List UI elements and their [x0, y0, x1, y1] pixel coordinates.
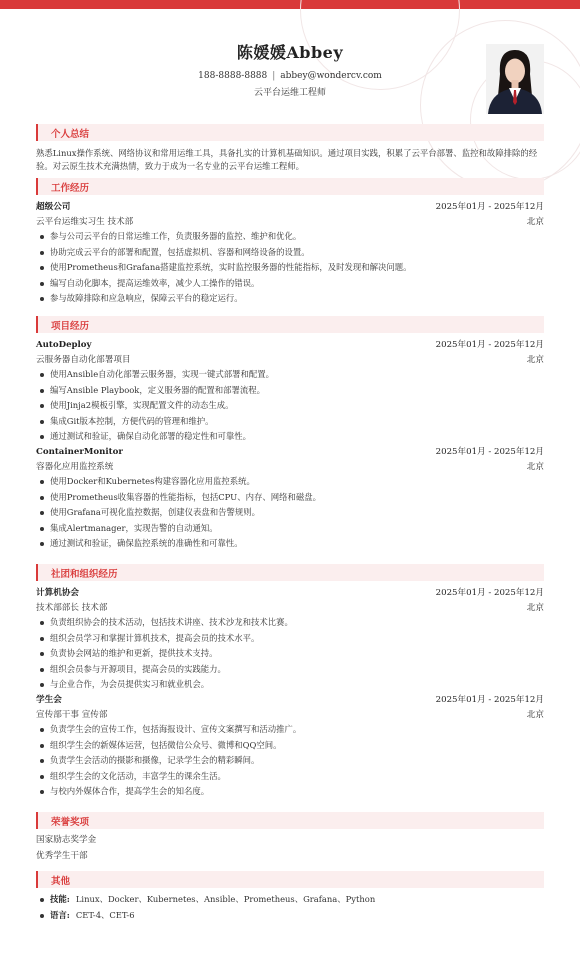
top-accent-bar	[0, 0, 580, 9]
entry-role: 云平台运维实习生 技术部	[36, 217, 134, 227]
bullet-list	[36, 229, 544, 307]
skills-item	[36, 892, 544, 908]
section-header	[36, 871, 544, 888]
section-header	[36, 812, 544, 829]
list-item: 组织会员学习和掌握计算机技术，提高会员的技术水平。	[36, 631, 544, 647]
list-item: 使用Docker和Kubernetes构建容器化应用监控系统。	[36, 474, 544, 490]
entry-header	[36, 446, 544, 458]
entry-header	[36, 201, 544, 213]
section-accent	[36, 812, 38, 829]
entry-subheader	[36, 461, 544, 473]
list-item: 负责组织协会的技术活动，包括技术讲座、技术沙龙和技术比赛。	[36, 615, 544, 631]
languages-item	[36, 908, 544, 924]
list-item: 集成Alertmanager，实现告警的自动通知。	[36, 521, 544, 537]
bullet-list	[36, 367, 544, 445]
list-item: 与企业合作，为会员提供实习和就业机会。	[36, 677, 544, 693]
profile-photo	[486, 44, 544, 114]
other-list	[36, 892, 544, 923]
contact-separator: |	[272, 71, 276, 81]
project-entry	[36, 446, 544, 552]
bullet-list	[36, 722, 544, 800]
list-item: 编写Ansible Playbook，定义服务器的配置和部署流程。	[36, 383, 544, 399]
project-name: AutoDeploy	[36, 340, 92, 350]
skills-label: 技能:	[50, 894, 70, 904]
email-address: abbey@wondercv.com	[280, 71, 382, 81]
bullet-list	[36, 615, 544, 693]
list-item: 负责学生会的宣传工作，包括海报设计、宣传文案撰写和活动推广。	[36, 722, 544, 738]
entry-subheader	[36, 602, 544, 614]
honor-item: 优秀学生干部	[36, 851, 88, 861]
section-header	[36, 564, 544, 581]
skills-value: Linux、Docker、Kubernetes、Ansible、Prometheus、Grafana、Python	[75, 894, 376, 904]
section-header	[36, 124, 544, 141]
entry-location: 北京	[526, 461, 544, 472]
entry-location: 北京	[526, 355, 544, 365]
section-title-honors: 荣誉奖项	[51, 816, 90, 828]
entry-role: 技术部部长 技术部	[36, 603, 108, 613]
section-title-work: 工作经历	[51, 182, 90, 194]
section-accent	[36, 124, 38, 141]
club-entry	[36, 694, 544, 800]
entry-date: 2025年01月 - 2025年12月	[435, 202, 544, 212]
club-entry	[36, 587, 544, 693]
entry-subheader	[36, 354, 544, 366]
entry-date: 2025年01月 - 2025年12月	[435, 694, 544, 705]
list-item: 组织学生会的新媒体运营，包括微信公众号、微博和QQ空间。	[36, 738, 544, 754]
work-section	[36, 178, 544, 307]
list-item: 参与故障排除和应急响应，保障云平台的稳定运行。	[36, 291, 544, 307]
honor-item: 国家励志奖学金	[36, 835, 97, 845]
entry-header	[36, 587, 544, 599]
entry-header	[36, 339, 544, 351]
list-item: 组织学生会的文化活动，丰富学生的课余生活。	[36, 769, 544, 785]
projects-section	[36, 316, 544, 552]
section-accent	[36, 564, 38, 581]
club-name: 计算机协会	[36, 588, 79, 598]
section-accent	[36, 178, 38, 195]
list-item: 使用Grafana可视化监控数据，创建仪表盘和告警规则。	[36, 505, 544, 521]
entry-role: 云服务器自动化部署项目	[36, 355, 131, 365]
entry-location: 北京	[526, 603, 544, 613]
honors-list	[36, 832, 544, 864]
other-section	[36, 871, 544, 923]
summary-text: 熟悉Linux操作系统、网络协议和常用运维工具，具备扎实的计算机基础知识。通过项目实践，积累了云平台部署、监控和故障排除的经验。对云原生技术充满热情，致力于成为一名专业的云平台运维工程师。	[36, 148, 538, 171]
honors-section	[36, 812, 544, 864]
entry-date: 2025年01月 - 2025年12月	[435, 340, 544, 350]
job-title: 云平台运维工程师	[253, 88, 326, 98]
bullet-list	[36, 474, 544, 552]
entry-subheader	[36, 216, 544, 228]
list-item: 参与公司云平台的日常运维工作，负责服务器的监控、维护和优化。	[36, 229, 544, 245]
list-item: 使用Jinja2模板引擎，实现配置文件的动态生成。	[36, 398, 544, 414]
list-item: 编写自动化脚本，提高运维效率，减少人工操作的错误。	[36, 276, 544, 292]
list-item: 与校内外媒体合作，提高学生会的知名度。	[36, 784, 544, 800]
work-entry	[36, 201, 544, 307]
section-header	[36, 178, 544, 195]
entry-location: 北京	[526, 709, 544, 720]
project-entry	[36, 339, 544, 445]
list-item: 通过测试和验证，确保自动化部署的稳定性和可靠性。	[36, 429, 544, 445]
entry-date: 2025年01月 - 2025年12月	[435, 588, 544, 598]
list-item: 组织会员参与开源项目，提高会员的实践能力。	[36, 662, 544, 678]
entry-location: 北京	[526, 217, 544, 227]
entry-date: 2025年01月 - 2025年12月	[435, 446, 544, 457]
entry-subheader	[36, 709, 544, 721]
list-item: 负责协会网站的维护和更新，提供技术支持。	[36, 646, 544, 662]
candidate-name: 陈媛媛Abbey	[236, 43, 344, 62]
section-accent	[36, 871, 38, 888]
list-item: 使用Prometheus收集容器的性能指标，包括CPU、内存、网络和磁盘。	[36, 490, 544, 506]
section-title-summary: 个人总结	[51, 128, 90, 140]
section-title-projects: 项目经历	[51, 320, 90, 332]
entry-role: 宣传部干事 宣传部	[36, 709, 108, 720]
section-title-other: 其他	[51, 875, 71, 887]
section-title-clubs: 社团和组织经历	[51, 568, 118, 580]
section-header	[36, 316, 544, 333]
list-item: 负责学生会活动的摄影和摄像，记录学生会的精彩瞬间。	[36, 753, 544, 769]
entry-role: 容器化应用监控系统	[36, 461, 114, 472]
list-item: 使用Ansible自动化部署云服务器，实现一键式部署和配置。	[36, 367, 544, 383]
clubs-section	[36, 564, 544, 800]
company-name: 超级公司	[36, 202, 71, 212]
list-item: 集成Git版本控制，方便代码的管理和维护。	[36, 414, 544, 430]
list-item: 使用Prometheus和Grafana搭建监控系统，实时监控服务器的性能指标，及时发现和解决问题。	[36, 260, 544, 276]
phone-number: 188-8888-8888	[198, 71, 268, 81]
entry-header	[36, 694, 544, 706]
languages-label: 语言:	[50, 909, 70, 920]
languages-value: CET-4、CET-6	[75, 909, 135, 920]
list-item: 协助完成云平台的部署和配置，包括虚拟机、容器和网络设备的设置。	[36, 245, 544, 261]
section-accent	[36, 316, 38, 333]
list-item: 通过测试和验证，确保监控系统的准确性和可靠性。	[36, 536, 544, 552]
club-name: 学生会	[36, 694, 62, 705]
project-name: ContainerMonitor	[36, 446, 123, 457]
summary-section	[36, 124, 544, 172]
